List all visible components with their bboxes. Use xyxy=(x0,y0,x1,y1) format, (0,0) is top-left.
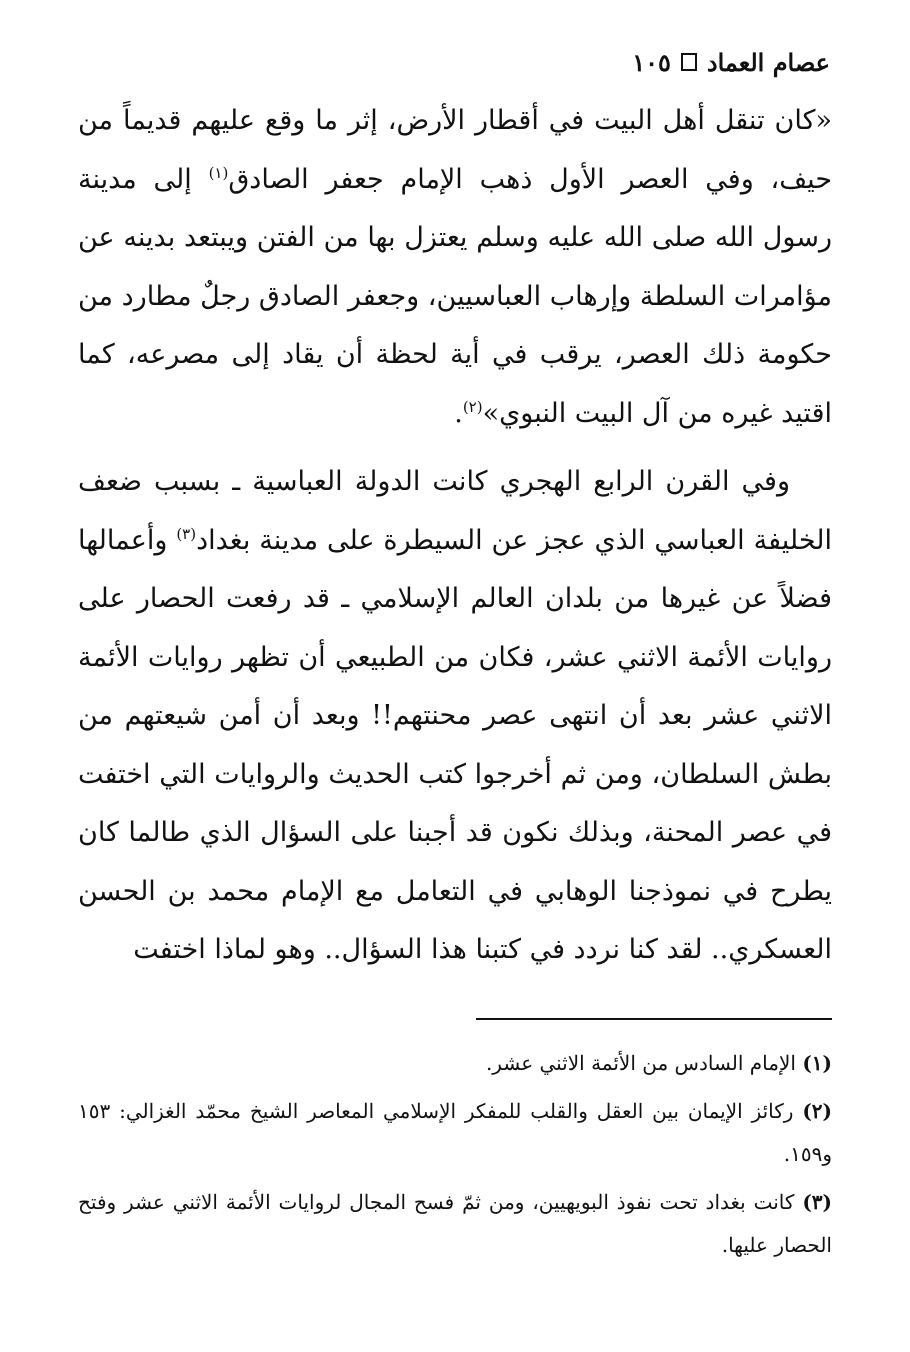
footnote-3 xyxy=(78,1181,832,1267)
paragraph-text: إلى مدينة رسول الله صلى الله عليه وسلم يعتزل بها من الفتن ويبتعد بدينه عن مؤامرات السلطة وإرهاب العباسيين، وجعفر الصادق رجلٌ مطارد من حكومة ذلك العصر، يرقب في أية لحظة أن يقاد إلى مصرعه، كما اقتيد غيره من آل البيت النبوي» xyxy=(78,163,832,429)
header-title: عصام العماد xyxy=(706,47,830,77)
running-header xyxy=(80,42,830,82)
paragraph-text: «كان تنقل أهل البيت في أقطار الأرض، إثر ما وقع عليهم قديماً من حيف، وفي العصر الأول ذهب الإمام جعفر الصادق xyxy=(78,105,833,195)
footnote-divider xyxy=(476,1018,832,1020)
paragraph-text: . xyxy=(454,397,463,429)
footnote-marker-3: (٣) xyxy=(176,524,197,543)
footnote-text: ركائز الإيمان بين العقل والقلب للمفكر الإسلامي المعاصر الشيخ محمّد الغزالي: ١٥٣ و١٥٩. xyxy=(78,1099,832,1166)
footnote-marker-1: (١) xyxy=(208,163,229,182)
paragraph-main xyxy=(78,453,832,980)
footnote-text: كانت بغداد تحت نفوذ البويهيين، ومن ثمّ فسح المجال لروايات الأئمة الاثني عشر وفتح الحصار عليها. xyxy=(78,1190,832,1257)
footnotes xyxy=(78,1042,832,1272)
page-number: ١٠٥ xyxy=(632,47,671,77)
footnote-2 xyxy=(78,1090,832,1176)
paragraph-text: وفي القرن الرابع الهجري كانت الدولة العباسية ـ بسبب ضعف الخليفة العباسي الذي عجز عن السيطرة على مدينة بغداد xyxy=(78,466,832,556)
footnote-1 xyxy=(78,1042,832,1085)
footnote-text: الإمام السادس من الأئمة الاثني عشر. xyxy=(485,1051,796,1075)
paragraph-quote xyxy=(78,92,832,443)
main-text xyxy=(78,92,832,980)
footnote-number: (٢) xyxy=(802,1099,832,1123)
footnote-number: (١) xyxy=(802,1051,832,1075)
footnote-number: (٣) xyxy=(802,1190,833,1214)
paragraph-text: وأعمالها فضلاً عن غيرها من بلدان العالم الإسلامي ـ قد رفعت الحصار على روايات الأئمة الاثني عشر، فكان من الطبيعي أن تظهر روايات الأئمة الاثني عشر بعد أن انتهى عصر محنتهم!! وبعد أن أمن شيعتهم من بطش السلطان، ومن ثم أخرجوا كتب الحديث والروايات التي اختفت في عصر المحنة، وبذلك نكون قد أجبنا على السؤال الذي طالما كان يطرح في نموذجنا الوهابي في التعامل مع الإمام محمد بن الحسن العسكري.. لقد كنا نردد في كتبنا هذا السؤال.. وهو لماذا اختفت xyxy=(78,524,832,965)
footnote-marker-2: (٢) xyxy=(462,397,483,416)
square-ornament-icon xyxy=(681,53,697,71)
